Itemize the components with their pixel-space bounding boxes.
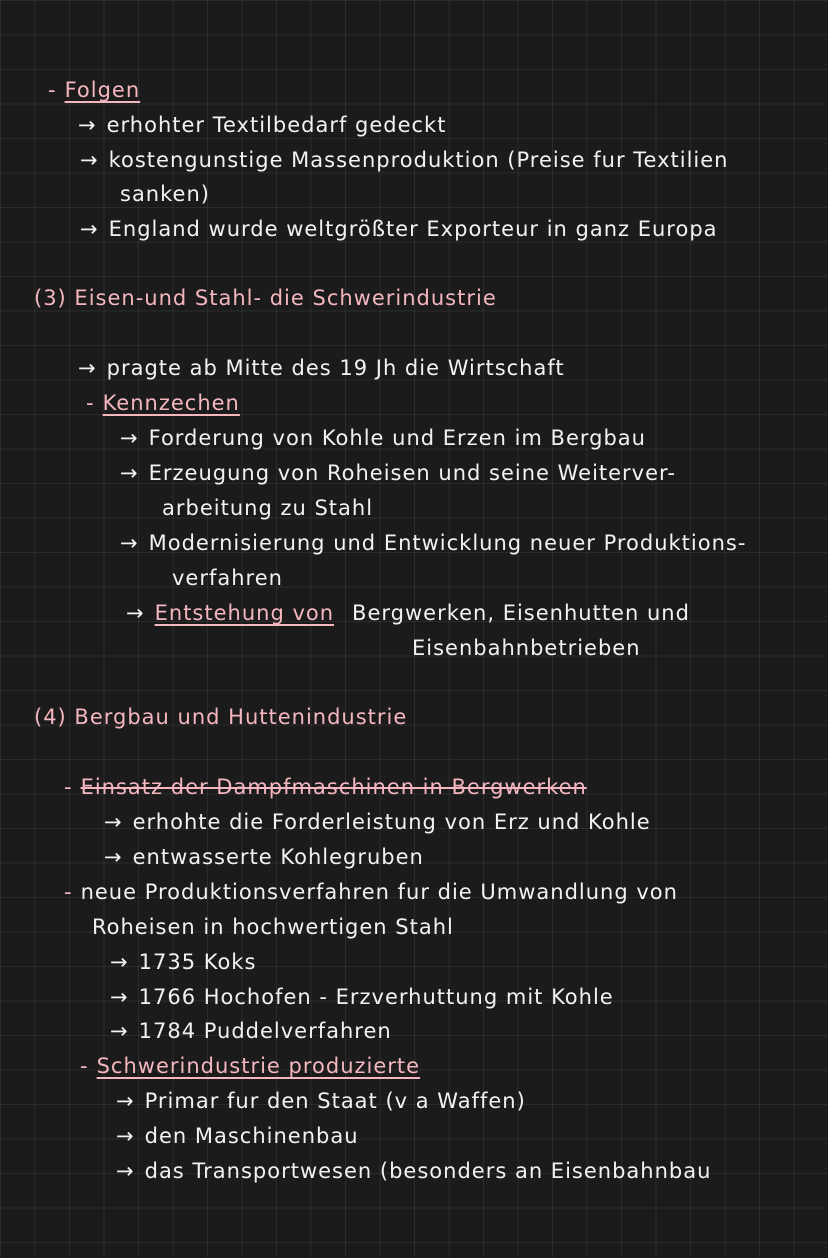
folgen-item <box>80 146 728 174</box>
folgen-item-text: erhohter Textilbedarf gedeckt <box>106 113 447 137</box>
folgen-heading: Folgen <box>64 78 141 102</box>
verfahren-continuation <box>92 913 454 941</box>
folgen-item <box>78 111 446 139</box>
arrow-icon: → <box>78 356 97 380</box>
folgen-heading-line <box>48 76 140 104</box>
dampf-item-text: entwasserte Kohlegruben <box>132 845 424 869</box>
bullet-dash: - <box>64 775 73 799</box>
folgen-item-text: England wurde weltgrößter Exporteur in ganz Europa <box>108 217 718 241</box>
folgen-item-text: kostengunstige Massenproduktion (Preise fur Textilien <box>108 148 729 172</box>
entstehung-line <box>126 599 690 627</box>
folgen-item <box>80 215 718 243</box>
arrow-icon: → <box>116 1124 135 1148</box>
schwer-item <box>116 1087 526 1115</box>
section4-heading: (4) Bergbau und Huttenindustrie <box>34 705 408 729</box>
arrow-icon: → <box>116 1089 135 1113</box>
arrow-icon: → <box>80 148 99 172</box>
folgen-item-text: sanken) <box>120 182 210 206</box>
section3-intro-text: pragte ab Mitte des 19 Jh die Wirtschaft <box>106 356 565 380</box>
folgen-item-continuation <box>120 180 210 208</box>
section3-intro <box>78 354 565 382</box>
verfahren-item <box>110 983 614 1011</box>
schwer-heading: Schwerindustrie produzierte <box>96 1054 421 1078</box>
schwer-item-text: das Transportwesen (besonders an Eisenbahnbau <box>144 1159 712 1183</box>
arrow-icon: → <box>78 113 97 137</box>
schwer-item <box>116 1157 711 1185</box>
verfahren-item-text: 1784 Puddelverfahren <box>138 1019 392 1043</box>
kennzeichen-item <box>120 529 746 557</box>
section3-heading: (3) Eisen-und Stahl- die Schwerindustrie <box>34 286 497 310</box>
bullet-dash: - <box>86 391 95 415</box>
arrow-icon: → <box>116 1159 135 1183</box>
dampf-heading-line <box>64 773 587 801</box>
kennzeichen-item <box>120 424 646 452</box>
schwer-item <box>116 1122 359 1150</box>
verfahren-item-text: 1735 Koks <box>138 950 257 974</box>
schwer-item-text: den Maschinenbau <box>144 1124 359 1148</box>
kennzeichen-heading: Kennzechen <box>102 391 240 415</box>
verfahren-line <box>64 878 678 906</box>
entstehung-text: Bergwerken, Eisenhutten und <box>352 601 690 625</box>
kennzeichen-item <box>120 459 676 487</box>
verfahren-item <box>110 1017 392 1045</box>
kennzeichen-item-text: Modernisierung und Entwicklung neuer Produktions- <box>148 531 747 555</box>
entstehung-continuation <box>412 634 641 662</box>
verfahren-item-text: 1766 Hochofen - Erzverhuttung mit Kohle <box>138 985 614 1009</box>
dampf-item <box>104 843 424 871</box>
arrow-icon: → <box>80 217 99 241</box>
kennzeichen-item-text: Forderung von Kohle und Erzen im Bergbau <box>148 426 646 450</box>
arrow-icon: → <box>126 601 145 625</box>
entstehung-text: Eisenbahnbetrieben <box>412 636 641 660</box>
bullet-dash: - <box>64 880 73 904</box>
dampf-heading: Einsatz der Dampfmaschinen in Bergwerken <box>80 775 587 799</box>
kennzeichen-item-continuation <box>162 494 373 522</box>
dampf-item-text: erhohte die Forderleistung von Erz und Kohle <box>132 810 651 834</box>
arrow-icon: → <box>110 985 129 1009</box>
kennzeichen-item-text: arbeitung zu Stahl <box>162 496 374 520</box>
kennzeichen-item-text: Erzeugung von Roheisen und seine Weiterver- <box>148 461 676 485</box>
arrow-icon: → <box>110 1019 129 1043</box>
arrow-icon: → <box>104 845 123 869</box>
arrow-icon: → <box>120 461 139 485</box>
kennzeichen-heading-line <box>86 389 240 417</box>
arrow-icon: → <box>120 531 139 555</box>
entstehung-label: Entstehung von <box>154 601 335 625</box>
schwer-heading-line <box>80 1052 420 1080</box>
kennzeichen-item-text: verfahren <box>172 566 283 590</box>
arrow-icon: → <box>104 810 123 834</box>
verfahren-item <box>110 948 256 976</box>
kennzeichen-item-continuation <box>172 564 283 592</box>
bullet-dash: - <box>80 1054 89 1078</box>
verfahren-text: neue Produktionsverfahren fur die Umwandlung von <box>80 880 678 904</box>
schwer-item-text: Primar fur den Staat (v a Waffen) <box>144 1089 526 1113</box>
bullet-dash: - <box>48 78 57 102</box>
arrow-icon: → <box>120 426 139 450</box>
arrow-icon: → <box>110 950 129 974</box>
verfahren-text: Roheisen in hochwertigen Stahl <box>92 915 454 939</box>
dampf-item <box>104 808 651 836</box>
